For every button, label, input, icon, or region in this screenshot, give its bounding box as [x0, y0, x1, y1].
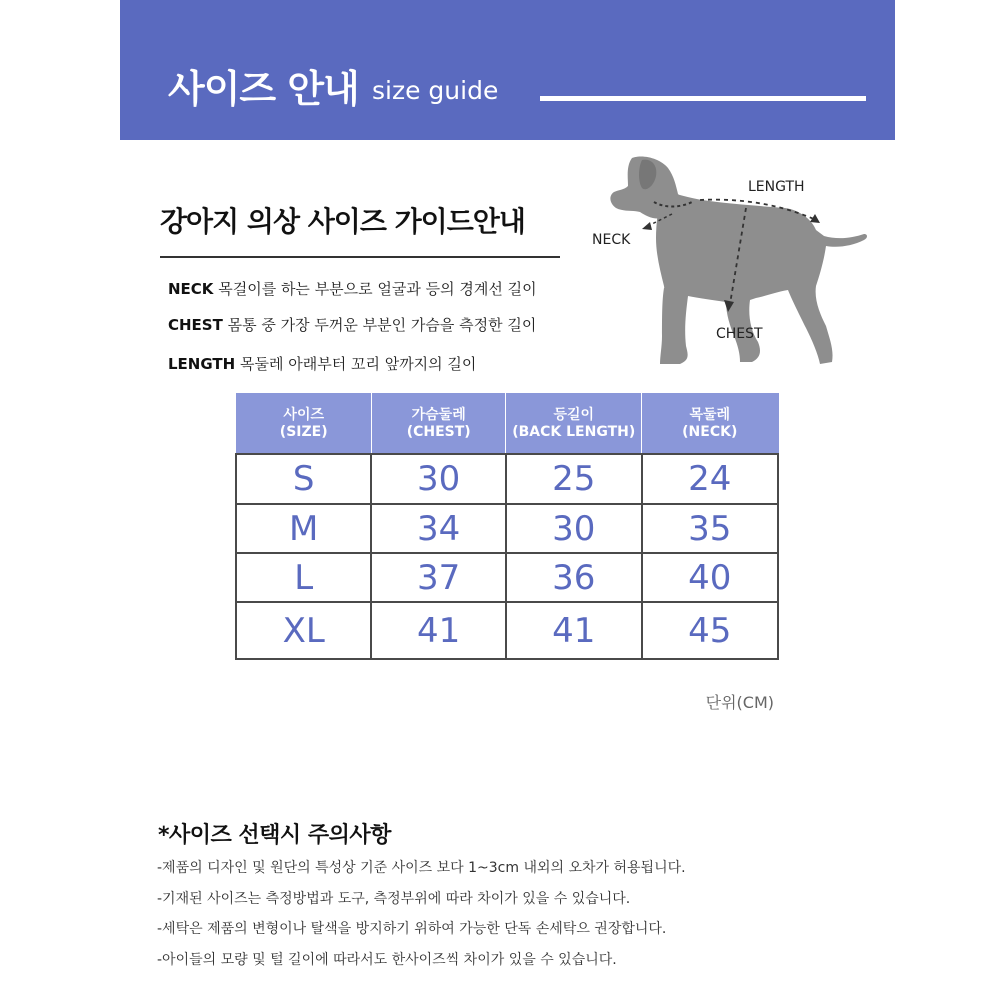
table-cell: 36: [506, 553, 642, 602]
banner-divider: [540, 96, 866, 101]
table-cell: 25: [506, 454, 642, 504]
definition-key: NECK: [168, 280, 214, 298]
definition-text: 몸통 중 가장 두꺼운 부분인 가슴을 측정한 길이: [227, 316, 537, 334]
table-cell: 30: [371, 454, 506, 504]
table-row: [236, 454, 778, 504]
guide-title: 강아지 의상 사이즈 가이드안내: [160, 205, 525, 238]
table-header-cell: 가슴둘레 (CHEST): [371, 393, 506, 454]
diagram-length-label: LENGTH: [748, 179, 805, 195]
table-cell: 41: [371, 602, 506, 659]
table-cell: 40: [642, 553, 778, 602]
list-item: -제품의 디자인 및 원단의 특성상 기준 사이즈 보다 1~3cm 내외의 오차가 허용됩니다.: [157, 860, 686, 876]
guide-divider: [160, 256, 560, 258]
table-cell: 37: [371, 553, 506, 602]
dog-silhouette-icon: [580, 150, 880, 380]
table-cell: XL: [236, 602, 371, 659]
table-header-row: [236, 393, 778, 454]
notice-title: *사이즈 선택시 주의사항: [158, 823, 391, 848]
definition-key: CHEST: [168, 316, 223, 334]
table-cell: 45: [642, 602, 778, 659]
diagram-chest-label: CHEST: [716, 326, 763, 342]
table-row: [236, 553, 778, 602]
table-cell: L: [236, 553, 371, 602]
table-header-cell: 목둘레 (NECK): [642, 393, 778, 454]
banner-title: 사이즈 안내: [168, 67, 359, 111]
header-banner: [120, 0, 895, 140]
size-table: [235, 393, 779, 660]
definition-text: 목둘레 아래부터 꼬리 앞까지의 길이: [239, 355, 477, 373]
table-cell: 30: [506, 504, 642, 553]
table-cell: 41: [506, 602, 642, 659]
definition-neck: [168, 278, 537, 299]
list-item: -기재된 사이즈는 측정방법과 도구, 측정부위에 따라 차이가 있을 수 있습니다.: [157, 890, 631, 907]
banner-subtitle: size guide: [372, 76, 499, 105]
notice-list: [157, 857, 686, 979]
diagram-neck-label: NECK: [592, 232, 631, 248]
definition-text: 목걸이를 하는 부분으로 얼굴과 등의 경계선 길이: [218, 280, 537, 298]
table-header-cell: 등길이 (BACK LENGTH): [506, 393, 642, 454]
table-row: [236, 504, 778, 553]
table-header-cell: 사이즈 (SIZE): [236, 393, 371, 454]
definition-length: [168, 353, 476, 374]
table-cell: M: [236, 504, 371, 553]
list-item: -세탁은 제품의 변형이나 탈색을 방지하기 위하여 가능한 단독 손세탁으 권장합니다.: [157, 921, 667, 937]
definition-chest: [168, 314, 536, 335]
table-cell: S: [236, 454, 371, 504]
table-cell: 24: [642, 454, 778, 504]
list-item: -아이들의 모량 및 털 길이에 따라서도 한사이즈씩 차이가 있을 수 있습니다.: [157, 951, 617, 968]
definition-key: LENGTH: [168, 355, 236, 373]
unit-label: 단위(CM): [705, 693, 774, 712]
table-cell: 35: [642, 504, 778, 553]
table-row: [236, 602, 778, 659]
table-cell: 34: [371, 504, 506, 553]
